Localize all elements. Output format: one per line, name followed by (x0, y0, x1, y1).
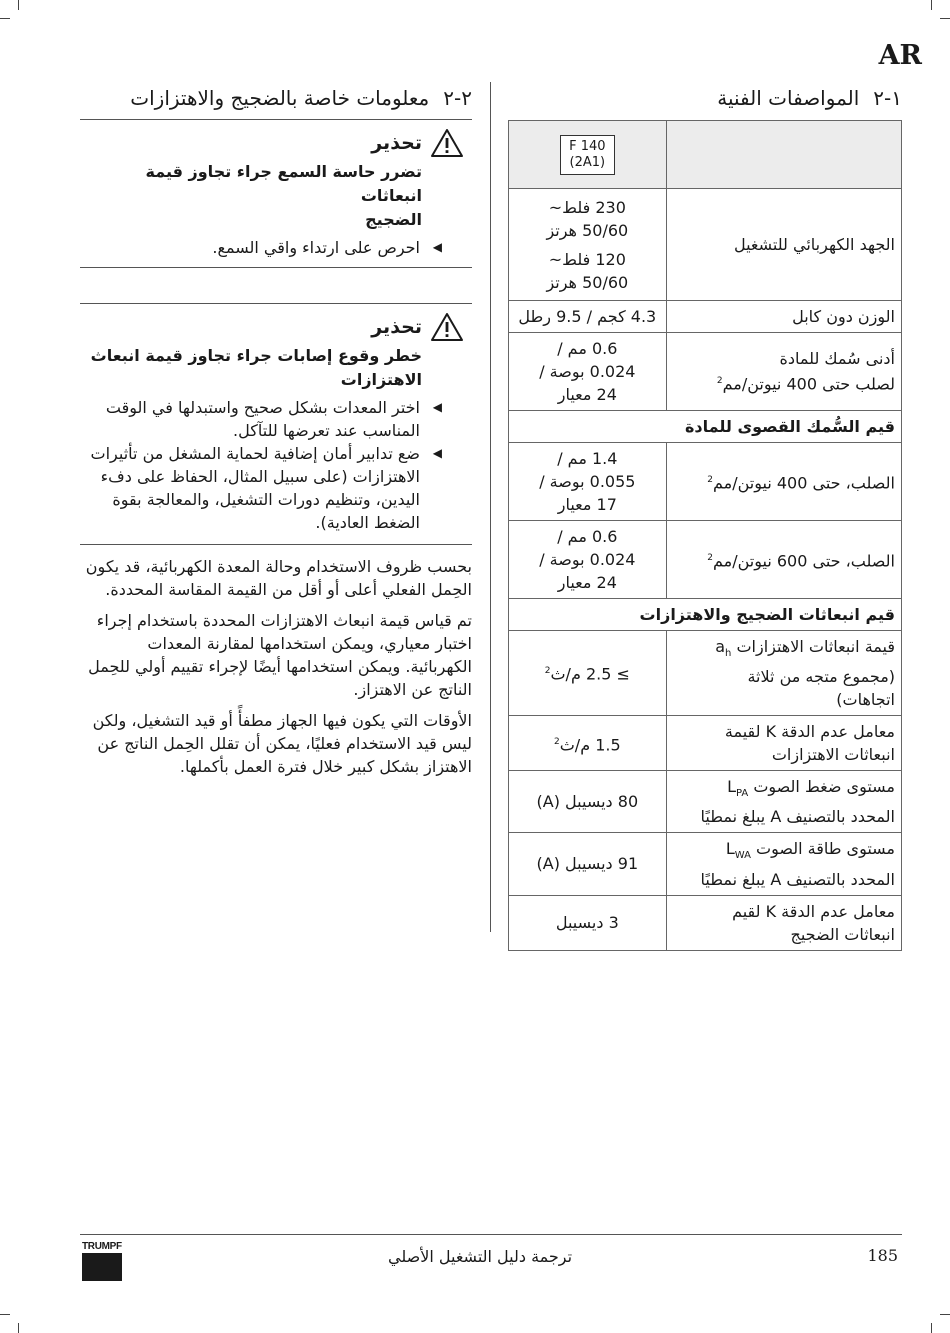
section-number: ١-٢ (873, 86, 902, 110)
subscript: PA (736, 788, 749, 800)
body-paragraph: بحسب ظروف الاستخدام وحالة المعدة الكهربائية، قد يكون الحِمل الفعلي أعلى أو أقل من القيمة المقاسة المحددة. (85, 557, 472, 599)
superscript: 2 (716, 376, 723, 387)
table-row (509, 833, 902, 895)
value-line: 120 فلط~ (548, 249, 626, 269)
superscript: 2 (544, 666, 551, 677)
table-row (509, 333, 902, 411)
label-line: انبعاثات الضجيج (790, 924, 895, 944)
table-row (509, 771, 902, 833)
table-row (509, 895, 902, 950)
label-line: انبعاثات الاهتزازات (771, 745, 895, 765)
table-row (509, 301, 902, 333)
noise-vibration-column (80, 82, 472, 778)
list-item: ◀ ضع تدابير أمان إضافية لحماية المشغل من تأثيرات الاهتزازات (على سبيل المثال، الحفاظ على دفء اليدين، وتنظيم دورات التشغيل، والمعالجة بقوة الضغط العادية). (80, 442, 442, 534)
vibration-warning (80, 303, 472, 545)
technical-data-heading (508, 82, 902, 120)
subscript: WA (734, 850, 751, 862)
warning-title: تحذير (371, 316, 422, 338)
table-row (509, 716, 902, 771)
group-heading: قيم السُّمك القصوى للمادة (509, 411, 902, 443)
value-line: 0.055 بوصة / (539, 472, 636, 491)
row-label (666, 895, 901, 950)
warning-text: تضرر حاسة السمع جراء تجاوز قيمة انبعاثات الضجيج (145, 162, 422, 229)
row-value (509, 521, 667, 599)
brand-logo (82, 1242, 122, 1281)
label-line: لصلب حتى 400 نيوتن/مم$^2$ (716, 374, 895, 394)
section-title: معلومات خاصة بالضجيج والاهتزازات (130, 86, 430, 110)
row-value: 1.5 م/ث$^2$ (509, 716, 667, 771)
noise-vibration-heading (80, 82, 472, 120)
row-value: 80 ديسيبل (A) (509, 771, 667, 833)
hearing-warning (80, 120, 472, 268)
page-number: 185 (867, 1246, 898, 1265)
crop-mark (0, 1314, 10, 1315)
warning-triangle-icon (430, 128, 464, 158)
crop-mark (940, 1314, 950, 1315)
label-line: المحدد بالتصنيف A يبلغ نمطيًا (700, 807, 895, 827)
row-label: الوزن دون كابل (666, 301, 901, 333)
warning-text: خطر وقوع إصابات جراء تجاوز قيمة انبعاث الاهتزازات (90, 346, 422, 389)
label-line: قيمة انبعاثات الاهتزازات $a_h$ (715, 637, 895, 660)
value-line: 0.6 مم / (557, 339, 618, 358)
row-value (509, 443, 667, 521)
model-name: F 140 (569, 138, 606, 154)
superscript: 2 (707, 552, 713, 563)
row-value: ≥ 2.5 م/ث$^2$ (509, 631, 667, 716)
list-item: ◀ احرص على ارتداء واقي السمع. (80, 236, 442, 259)
subscript: h (725, 648, 732, 660)
table-row (509, 189, 902, 301)
row-value (509, 333, 667, 411)
crop-mark (940, 18, 950, 19)
row-value: 4.3 كجم / 9.5 رطل (509, 301, 667, 333)
row-label (666, 716, 901, 771)
table-header-row (509, 121, 902, 189)
value-line: 1.4 مم / (557, 449, 618, 468)
body-paragraph: تم قياس قيمة انبعاث الاهتزازات المحددة باستخدام إجراء اختبار معياري، ويمكن استخدامها لمقارنة المعدات الكهربائية. ويمكن استخدامها أيضًا لإجراء تقييم أولي للحِمل الناتج عن الاهتزاز. (88, 611, 472, 699)
value-line: 0.6 مم / (557, 527, 618, 546)
row-label: الجهد الكهربائي للتشغيل (666, 189, 901, 301)
row-label (666, 333, 901, 411)
column-divider (490, 82, 491, 932)
brand-name: TRUMPF (82, 1241, 122, 1252)
list-item: ◀ اختر المعدات بشكل صحيح واستبدلها في الوقت المناسب عند تعرضها للتآكل. (80, 396, 442, 442)
warning-title: تحذير (371, 132, 422, 154)
value-line: 50/60 هرتز (546, 220, 629, 240)
crop-mark (931, 0, 932, 10)
row-label (666, 631, 901, 716)
brand-block (82, 1253, 122, 1281)
warning-actions (80, 396, 466, 534)
body-paragraph: الأوقات التي يكون فيها الجهاز مطفأً أو قيد التشغيل، ولكن ليس قيد الاستخدام فعليًا، يمكن أن تقلل الحِمل الناتج عن الاهتزاز بشكل كبير خلال فترة العمل بأكملها. (92, 711, 472, 776)
row-label (666, 771, 901, 833)
table-row (509, 521, 902, 599)
label-line: معامل عدم الدقة K لقيمة (724, 722, 895, 742)
row-value: 91 ديسيبل (A) (509, 833, 667, 895)
value-line: 17 معيار (557, 495, 617, 514)
value-line: 50/60 هرتز (546, 272, 629, 292)
value-line: 0.024 بوصة / (539, 550, 636, 569)
label-line: اتجاهات) (836, 690, 895, 710)
value-line: 230 فلط~ (548, 197, 626, 217)
crop-mark (18, 0, 19, 10)
table-row (509, 631, 902, 716)
technical-data-column (508, 82, 902, 951)
footer-rule (80, 1234, 902, 1235)
section-title: المواصفات الفنية (717, 86, 860, 110)
warning-actions (80, 236, 466, 259)
crop-mark (0, 18, 10, 19)
header-label-cell (666, 121, 901, 189)
row-value (509, 189, 667, 301)
label-line: (مجموع متجه من ثلاثة (747, 667, 895, 687)
group-row (509, 411, 902, 443)
label-line: مستوى ضغط الصوت $L_{PA}$ (727, 777, 895, 800)
label-line: معامل عدم الدقة K لقيم (732, 901, 895, 921)
row-label: الصلب، حتى 600 نيوتن/مم$^2$ (666, 521, 901, 599)
warning-title-row (80, 310, 464, 344)
language-code: AR (878, 40, 922, 71)
label-line: مستوى طاقة الصوت $L_{WA}$ (725, 839, 895, 862)
model-cell (509, 121, 667, 189)
label-line: أدنى سُمك للمادة (779, 349, 895, 369)
warning-title-row (80, 126, 464, 160)
row-value: 3 ديسيبل (509, 895, 667, 950)
model-box (560, 135, 614, 175)
spec-table (508, 120, 902, 951)
value-line: 24 معيار (557, 385, 617, 404)
row-label: الصلب، حتى 400 نيوتن/مم$^2$ (666, 443, 901, 521)
group-heading: قيم انبعاثات الضجيج والاهتزازات (509, 599, 902, 631)
value-line: 24 معيار (557, 573, 617, 592)
model-code: (2A1) (569, 154, 606, 170)
value-line: 0.024 بوصة / (539, 362, 636, 381)
label-line: المحدد بالتصنيف A يبلغ نمطيًا (700, 869, 895, 889)
group-row (509, 599, 902, 631)
superscript: 2 (707, 474, 713, 485)
crop-mark (18, 1323, 19, 1333)
crop-mark (931, 1323, 932, 1333)
section-number: ٢-٢ (443, 86, 472, 110)
superscript: 2 (554, 736, 560, 747)
row-label (666, 833, 901, 895)
footer-title: ترجمة دليل التشغيل الأصلي (388, 1247, 573, 1266)
table-row (509, 443, 902, 521)
warning-triangle-icon (430, 312, 464, 342)
